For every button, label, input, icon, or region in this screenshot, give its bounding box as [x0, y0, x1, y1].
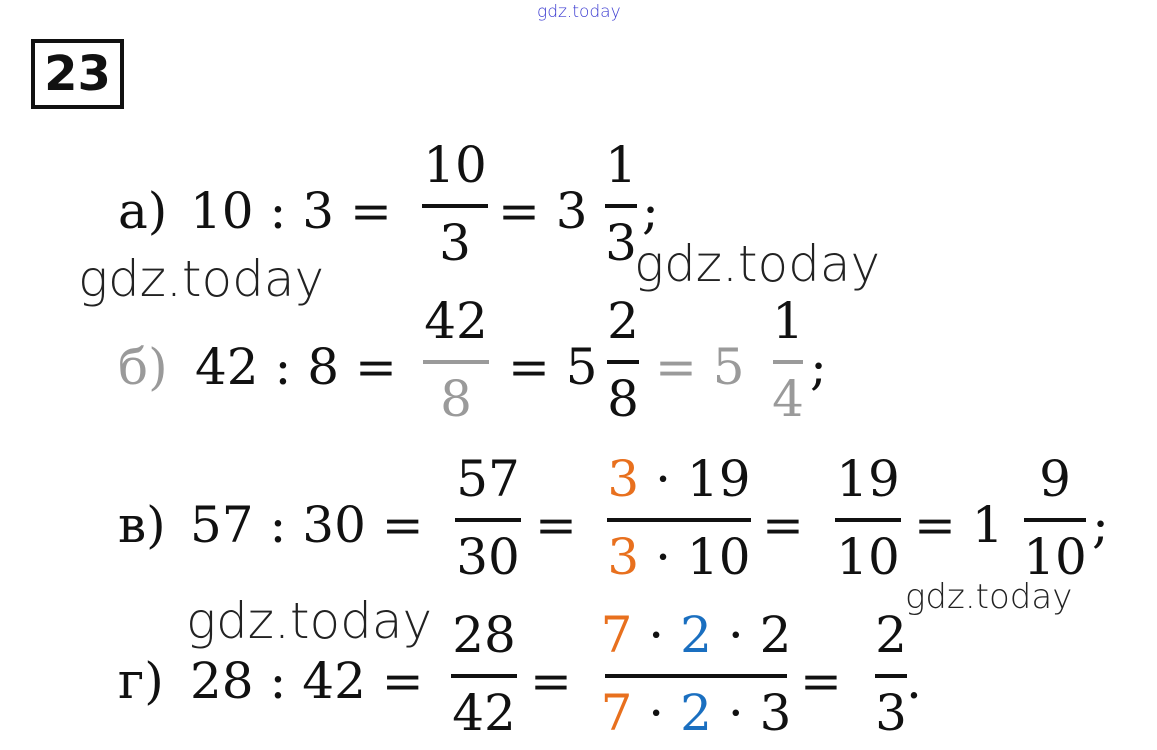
- fraction-bar: [1024, 518, 1086, 522]
- fraction-bar: [422, 204, 488, 208]
- numerator: 1: [772, 292, 804, 350]
- fraction-bar: [423, 360, 489, 364]
- label-g: г): [118, 652, 164, 710]
- denominator: 3: [605, 214, 637, 272]
- problem-number: 23: [31, 39, 124, 109]
- highlight-factor-orange: 7: [600, 684, 633, 742]
- numerator: [607, 450, 751, 508]
- label-a: а): [118, 182, 168, 240]
- denominator: 3: [439, 214, 471, 272]
- factor-rest: · 19: [655, 450, 751, 508]
- factor-rest: · 10: [655, 528, 751, 586]
- numerator: 9: [1039, 450, 1071, 508]
- dot: ·: [648, 606, 665, 664]
- watermark-top: gdz.today: [537, 2, 621, 22]
- denominator: 10: [1023, 528, 1087, 586]
- highlight-factor: 3: [607, 450, 640, 508]
- numerator: 1: [605, 136, 637, 194]
- denominator: 10: [836, 528, 900, 586]
- end-b: ;: [810, 338, 827, 396]
- label-b: б): [118, 338, 168, 396]
- numerator: 42: [424, 292, 488, 350]
- fraction-bar: [875, 674, 907, 678]
- highlight-factor-blue: 2: [680, 606, 712, 664]
- expr-b: 42 : 8 =: [195, 338, 397, 396]
- denominator: 42: [452, 684, 516, 742]
- denominator: [607, 528, 751, 586]
- equals-a1: = 3: [498, 182, 588, 240]
- expr-v: 57 : 30 =: [190, 496, 424, 554]
- end-v: ;: [1092, 496, 1109, 554]
- denominator: 4: [772, 370, 804, 428]
- equals-b1: = 5: [508, 338, 598, 396]
- fraction-bar: [607, 360, 639, 364]
- label-v: в): [118, 496, 166, 554]
- numerator: 57: [456, 450, 520, 508]
- expr-g: 28 : 42 =: [190, 652, 424, 710]
- watermark-1: gdz.today: [78, 250, 325, 308]
- numerator: [600, 606, 792, 664]
- factor-rest: · 3: [727, 684, 792, 742]
- fraction-bar: [605, 674, 787, 678]
- numerator: 10: [423, 136, 487, 194]
- denominator: 8: [440, 370, 472, 428]
- fraction-bar: [773, 360, 803, 364]
- dot: ·: [648, 684, 665, 742]
- end-g: .: [906, 652, 922, 710]
- fraction-bar: [835, 518, 901, 522]
- factor-rest: · 2: [727, 606, 792, 664]
- expr-a: 10 : 3 =: [190, 182, 392, 240]
- fraction-bar: [455, 518, 521, 522]
- denominator: 8: [607, 370, 639, 428]
- equals-g2: =: [800, 652, 842, 710]
- equals-v2: =: [762, 496, 804, 554]
- highlight-factor: 3: [607, 528, 640, 586]
- numerator: 19: [836, 450, 900, 508]
- numerator: 28: [452, 606, 516, 664]
- watermark-4: gdz.today: [905, 577, 1073, 617]
- equals-v3: = 1: [914, 496, 1004, 554]
- fraction-bar: [607, 518, 751, 522]
- watermark-3: gdz.today: [186, 592, 433, 650]
- fraction-bar: [605, 204, 637, 208]
- end-a: ;: [642, 182, 659, 240]
- numerator: 2: [607, 292, 639, 350]
- denominator: 3: [875, 684, 907, 742]
- watermark-2: gdz.today: [634, 235, 881, 293]
- denominator: 30: [456, 528, 520, 586]
- equals-g1: =: [530, 652, 572, 710]
- fraction-bar: [451, 674, 517, 678]
- numerator: 2: [875, 606, 907, 664]
- equals-b2: = 5: [655, 338, 745, 396]
- highlight-factor-blue: 2: [680, 684, 712, 742]
- denominator: [600, 684, 792, 742]
- highlight-factor-orange: 7: [600, 606, 633, 664]
- equals-v1: =: [535, 496, 577, 554]
